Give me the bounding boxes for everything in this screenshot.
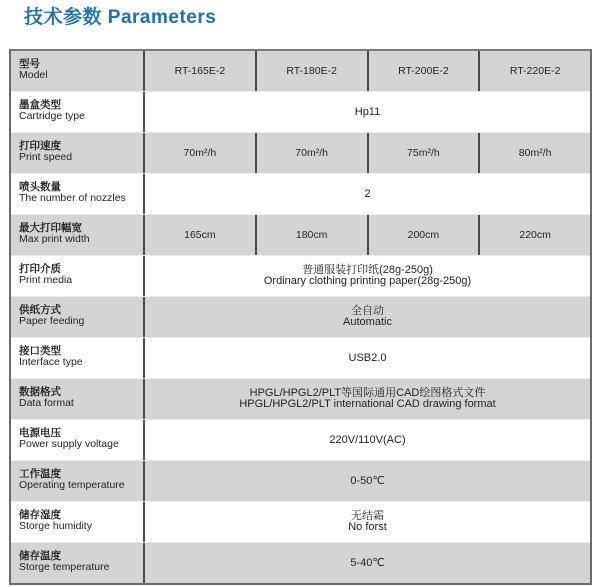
operating-temperature-value: 0-50℃ (350, 474, 385, 487)
table-row-data-format (11, 379, 590, 420)
row-label (11, 502, 145, 542)
value-en: HPGL/HPGL2/PLT international CAD drawing format (239, 398, 496, 410)
label-zh: 数据格式 (19, 386, 61, 398)
interface-value: USB2.0 (348, 351, 387, 364)
value-en: Automatic (343, 316, 392, 328)
label-en: Print speed (19, 151, 73, 163)
table-row-print-media (11, 256, 590, 297)
label-zh: 工作温度 (19, 468, 61, 480)
table-row-print-speed (11, 133, 590, 174)
width-cell: 180cm (257, 215, 369, 255)
model-cell: RT-180E-2 (257, 51, 369, 91)
value-zh: 全自动 (350, 305, 384, 317)
model-cell: RT-200E-2 (369, 51, 481, 91)
label-en: Storge humidity (19, 520, 92, 532)
speed-cell: 80m²/h (518, 146, 552, 159)
paper-feeding-value (145, 297, 590, 337)
label-zh: 打印介质 (19, 263, 61, 275)
label-zh: 电源电压 (19, 427, 61, 439)
row-label (11, 338, 145, 378)
row-label (11, 256, 145, 296)
row-label (11, 420, 145, 460)
label-zh: 型号 (19, 58, 40, 70)
label-en: Data format (19, 397, 74, 409)
table-row-paper-feeding (11, 297, 590, 338)
label-en: Paper feeding (19, 315, 85, 327)
label-en: Power supply voltage (19, 438, 119, 450)
row-label (11, 51, 145, 91)
table-row-power-supply-voltage (11, 420, 590, 461)
label-zh: 喷头数量 (19, 181, 61, 193)
label-en: Operating temperature (19, 479, 125, 491)
speed-cell: 75m²/h (369, 133, 481, 173)
table-row-storage-temperature (11, 543, 590, 583)
table-row-cartridge-type (11, 92, 590, 133)
width-cell: 165cm (145, 215, 257, 255)
label-en: Interface type (19, 356, 83, 368)
label-en: Cartridge type (19, 110, 85, 122)
value-zh: HPGL/HPGL2/PLT等国际通用CAD绘图格式文件 (249, 387, 486, 399)
value-zh: 无结霜 (350, 510, 384, 522)
table-row-interface-type (11, 338, 590, 379)
label-zh: 储存湿度 (19, 509, 61, 521)
width-cell: 220cm (519, 228, 551, 241)
label-en: Print media (19, 274, 73, 286)
speed-cell: 70m²/h (257, 133, 369, 173)
table-row-max-print-width (11, 215, 590, 256)
label-zh: 储存温度 (19, 550, 61, 562)
width-cell: 200cm (369, 215, 481, 255)
parameters-table (9, 49, 592, 585)
label-zh: 最大打印幅宽 (19, 222, 82, 234)
nozzles-value: 2 (364, 187, 371, 200)
label-en: The number of nozzles (19, 192, 126, 204)
label-zh: 接口类型 (19, 345, 61, 357)
table-row-model (11, 51, 590, 92)
label-zh: 打印速度 (19, 140, 61, 152)
row-label (11, 297, 145, 337)
label-en: Model (19, 69, 48, 81)
row-label (11, 174, 145, 214)
value-en: No forst (348, 521, 387, 533)
row-label (11, 379, 145, 419)
model-cell: RT-220E-2 (509, 64, 561, 77)
page-title: 技术参数 Parameters (24, 7, 217, 28)
speed-cell: 70m²/h (145, 133, 257, 173)
data-format-value (145, 379, 590, 419)
table-row-nozzles (11, 174, 590, 215)
row-label (11, 543, 145, 583)
table-row-operating-temperature (11, 461, 590, 502)
label-zh: 供纸方式 (19, 304, 61, 316)
label-en: Max print width (19, 233, 90, 245)
storage-temperature-value: 5-40℃ (350, 556, 385, 569)
value-zh: 普通服装打印纸(28g-250g) (302, 264, 433, 276)
row-label (11, 133, 145, 173)
label-en: Storge temperature (19, 561, 110, 573)
value-en: Ordinary clothing printing paper(28g-250g) (263, 275, 472, 287)
storage-humidity-value (145, 502, 590, 542)
cartridge-value: Hp11 (354, 105, 381, 118)
row-label (11, 215, 145, 255)
label-zh: 墨盒类型 (19, 99, 61, 111)
model-cell: RT-165E-2 (145, 51, 257, 91)
row-label (11, 92, 145, 132)
row-label (11, 461, 145, 501)
table-row-storage-humidity (11, 502, 590, 543)
voltage-value: 220V/110V(AC) (329, 433, 406, 446)
print-media-value (145, 256, 590, 296)
